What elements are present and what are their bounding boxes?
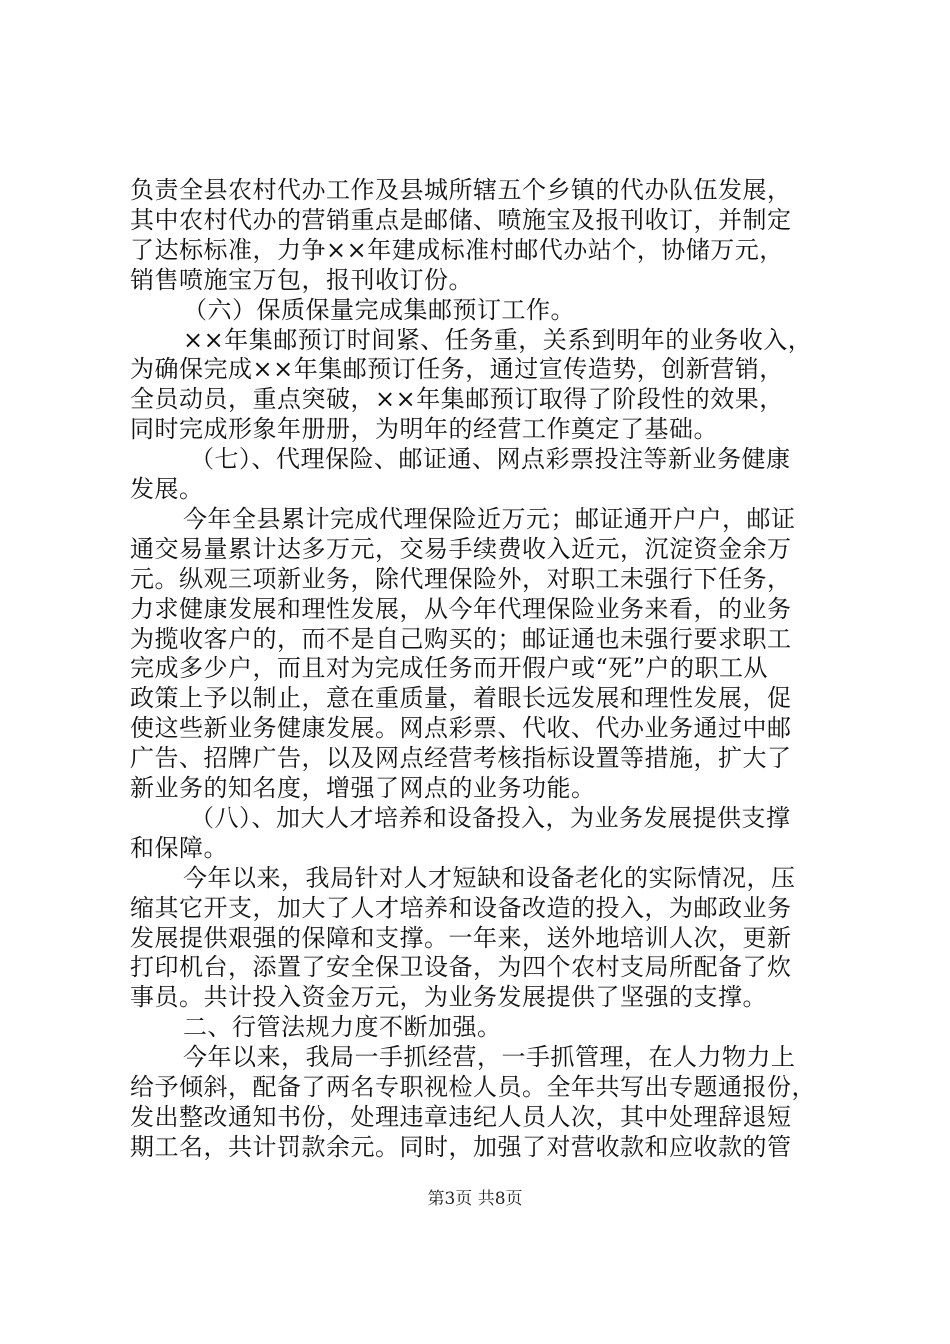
section-heading-continuation: 和保障。 — [130, 833, 228, 862]
body-text-line: 为揽收客户的，而不是自己购买的；邮证通也未强行要求职工 — [130, 624, 792, 653]
body-text-line: 力求健康发展和理性发展，从今年代理保险业务来看，的业务 — [130, 594, 792, 623]
body-text-line: 了达标标准，力争××年建成标准村邮代办站个，协储万元， — [130, 235, 784, 264]
body-text-line: 政策上予以制止，意在重质量，着眼长远发展和理性发展，促 — [130, 684, 792, 713]
body-text-line: 其中农村代办的营销重点是邮储、喷施宝及报刊收订，并制定 — [130, 205, 792, 234]
paragraph-first-line: 今年以来，我局一手抓经营，一手抓管理，在人力物力上 — [183, 1043, 796, 1072]
paragraph-first-line: ××年集邮预订时间紧、任务重，关系到明年的业务收入， — [183, 325, 813, 354]
body-text-line: 通交易量累计达多万元，交易手续费收入近元，沉淀资金余万 — [130, 534, 792, 563]
section-heading: （七）、代理保险、邮证通、网点彩票投注等新业务健康 — [190, 445, 791, 474]
body-text-line: 广告、招牌广告，以及网点经营考核指标设置等措施，扩大了 — [130, 744, 792, 773]
body-text-line: 新业务的知名度，增强了网点的业务功能。 — [130, 774, 596, 802]
page-number-footer: 第3页 共8页 — [427, 1188, 523, 1209]
body-text-line: 元。纵观三项新业务，除代理保险外，对职工未强行下任务， — [130, 564, 792, 593]
body-text-line: 事员。共计投入资金万元，为业务发展提供了坚强的支撑。 — [130, 983, 767, 1012]
body-text-line: 打印机台，添置了安全保卫设备，为四个农村支局所配备了炊 — [130, 953, 792, 982]
paragraph-first-line: 今年以来，我局针对人才短缺和设备老化的实际情况，压 — [183, 863, 796, 892]
body-text-line: 同时完成形象年册册，为明年的经营工作奠定了基础。 — [130, 415, 718, 444]
section-heading: （八）、加大人才培养和设备投入，为业务发展提供支撑 — [190, 803, 791, 832]
body-text-line: 发展提供艰强的保障和支撑。一年来，送外地培训人次，更新 — [130, 923, 792, 952]
body-text-line: 给予倾斜，配备了两名专职视检人员。全年共写出专题通报份， — [130, 1073, 816, 1101]
body-text-line: 全员动员，重点突破，××年集邮预订取得了阶段性的效果， — [130, 385, 784, 414]
body-text-line: 为确保完成××年集邮预订任务，通过宣传造势，创新营销， — [130, 355, 784, 384]
section-heading: （六）保质保量完成集邮预订工作。 — [183, 295, 575, 324]
paragraph-first-line: 今年全县累计完成代理保险近万元；邮证通开户户，邮证 — [183, 504, 796, 533]
body-text-line: 完成多少户，而且对为完成任务而开假户或“死”户的职工从 — [130, 654, 769, 683]
body-text-line: 期工名，共计罚款余元。同时，加强了对营收款和应收款的管 — [130, 1132, 792, 1161]
body-text-line: 销售喷施宝万包，报刊收订份。 — [130, 265, 473, 294]
body-text-line: 缩其它开支，加大了人才培养和设备改造的投入，为邮政业务 — [130, 893, 792, 922]
body-text-line: 发出整改通知书份，处理违章违纪人员人次，其中处理辞退短 — [130, 1102, 792, 1131]
body-text-line: 使这些新业务健康发展。网点彩票、代收、代办业务通过中邮 — [130, 714, 792, 743]
body-text-line: 负责全县农村代办工作及县城所辖五个乡镇的代办队伍发展， — [130, 176, 792, 204]
section-heading-continuation: 发展。 — [130, 475, 204, 503]
section-heading: 二、行管法规力度不断加强。 — [183, 1013, 502, 1042]
